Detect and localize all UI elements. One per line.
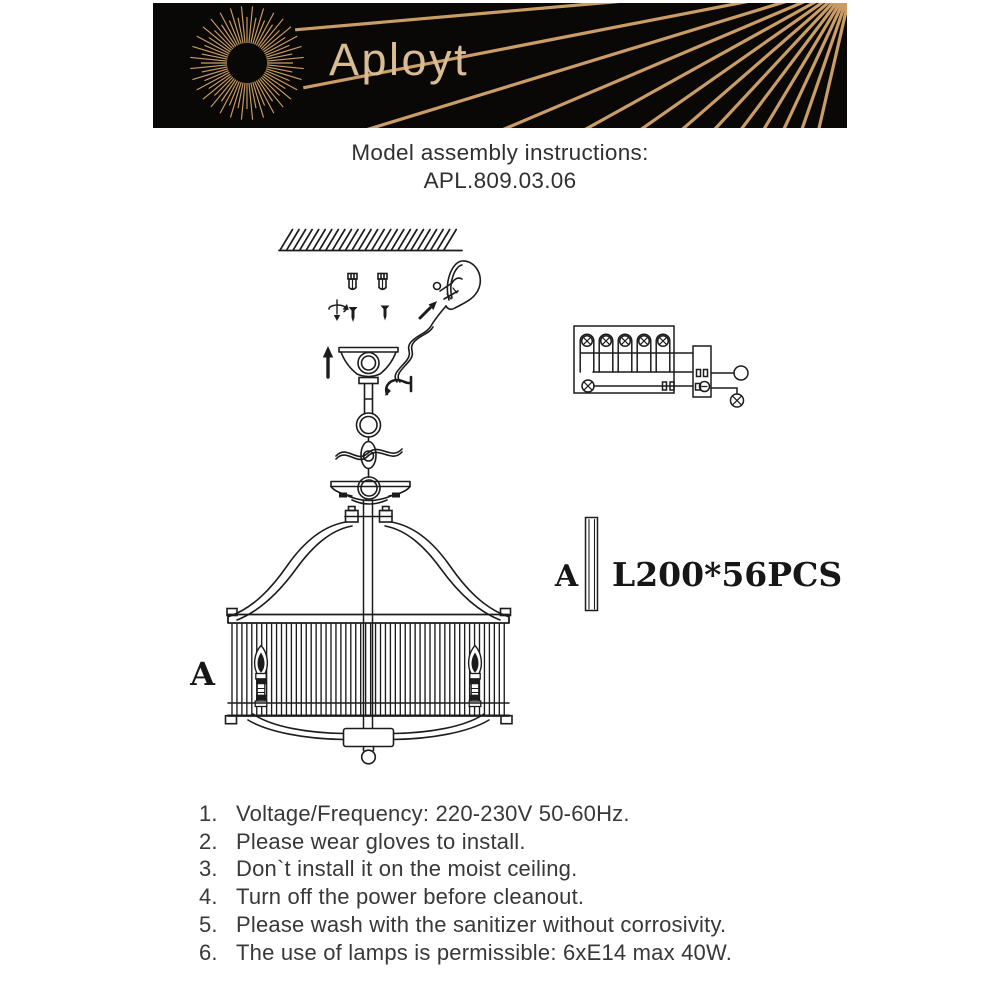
wiring-diagram xyxy=(574,326,748,407)
brand-wordmark: Aployt xyxy=(329,34,470,85)
chandelier-lower-arms xyxy=(248,714,489,764)
size-legend xyxy=(554,518,842,611)
banner-decoration xyxy=(153,3,847,128)
wall-anchor-icon xyxy=(378,274,387,290)
candle-bulb-icon xyxy=(255,646,268,707)
finial-ball xyxy=(362,750,376,764)
rotate-icon xyxy=(329,300,349,321)
drum-marker-label: A xyxy=(190,655,215,693)
sunburst-logo-icon xyxy=(190,6,303,119)
item-number: 3. xyxy=(199,856,218,882)
wall-anchor-icon xyxy=(348,274,357,290)
arrow-icon xyxy=(420,301,437,318)
ceiling-hatch xyxy=(279,230,462,251)
screw-icon xyxy=(381,306,390,321)
legend-marker-label: A xyxy=(554,559,579,594)
item-text: Don`t install it on the moist ceiling. xyxy=(236,856,578,882)
up-arrow-icon xyxy=(323,346,333,377)
model-number: APL.809.03.06 xyxy=(423,168,577,193)
assembly-diagram xyxy=(150,205,850,790)
hook-tool-icon xyxy=(385,377,411,396)
item-text: Turn off the power before cleanout. xyxy=(236,884,585,910)
instructions-title: Model assembly instructions: xyxy=(351,140,649,165)
instruction-item xyxy=(199,828,889,856)
chandelier-upper-arms xyxy=(229,522,508,620)
crystal-rod-sample xyxy=(586,518,598,611)
item-text: Please wear gloves to install. xyxy=(236,828,526,854)
candle-bulbs xyxy=(255,646,482,707)
lamp-symbol xyxy=(731,394,744,407)
instruction-item xyxy=(199,939,889,967)
item-text: Please wash with the sanitizer without corrosivity. xyxy=(236,911,727,937)
instruction-item xyxy=(199,883,889,911)
candle-bulb-icon xyxy=(469,646,482,707)
lamp-symbol xyxy=(582,380,594,392)
instruction-item xyxy=(199,800,889,828)
item-number: 6. xyxy=(199,939,218,965)
screw-icon xyxy=(349,307,358,322)
instruction-item xyxy=(199,855,889,883)
suspension-cable-detail xyxy=(395,261,480,382)
item-number: 5. xyxy=(199,911,218,937)
legend-part-spec: L200*56PCS xyxy=(612,555,843,594)
item-number: 4. xyxy=(199,884,218,910)
item-text: Voltage/Frequency: 220-230V 50-60Hz. xyxy=(236,801,630,826)
item-number: 2. xyxy=(199,828,218,854)
instruction-item xyxy=(199,911,889,939)
brand-banner xyxy=(153,3,847,128)
item-number: 1. xyxy=(199,801,218,826)
crystal-rods xyxy=(232,624,504,715)
instruction-list xyxy=(199,800,889,966)
item-text: The use of lamps is permissible: 6xE14 max 40W. xyxy=(236,939,733,965)
power-source-symbol xyxy=(734,366,748,380)
title-block xyxy=(0,139,1000,195)
